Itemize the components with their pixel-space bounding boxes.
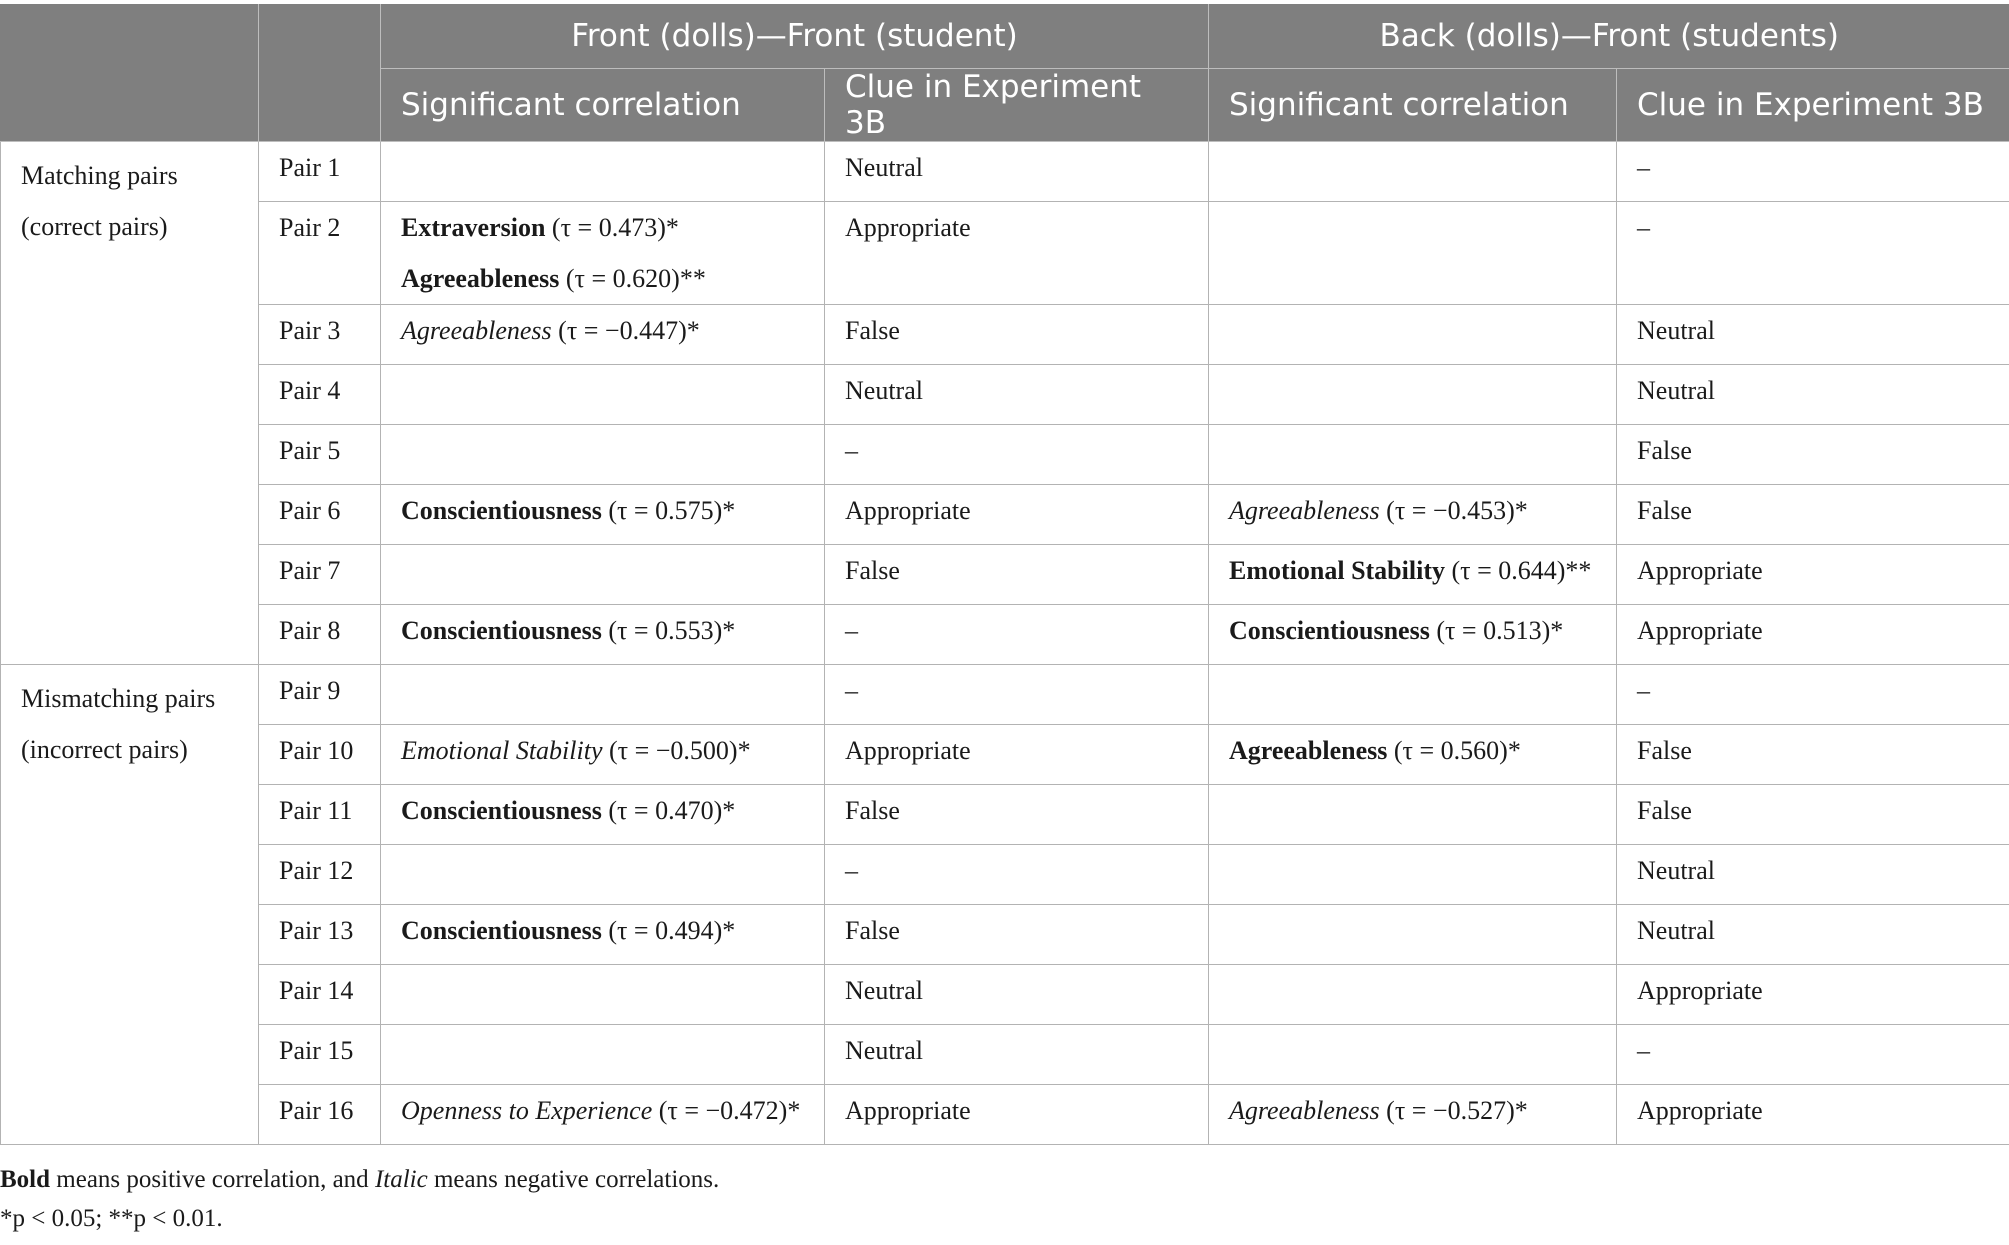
tau-value: (τ = 0.473)* <box>545 213 679 242</box>
front-clue: Neutral <box>825 365 1209 425</box>
pair-label: Pair 6 <box>259 485 381 545</box>
tau-value: (τ = 0.644)** <box>1444 556 1592 585</box>
back-significant-correlation <box>1209 1085 1617 1145</box>
trait-name: Agreeableness <box>401 264 560 293</box>
correlation-entry <box>401 725 804 776</box>
correlation-entry <box>401 785 804 836</box>
group-label <box>1 142 259 665</box>
footnote-middle: means positive correlation, and <box>50 1166 375 1193</box>
pair-label: Pair 13 <box>259 905 381 965</box>
tau-value: (τ = −0.527)* <box>1379 1096 1528 1125</box>
pair-label: Pair 16 <box>259 1085 381 1145</box>
back-clue: – <box>1617 665 2009 725</box>
group-label-line1: Matching pairs <box>21 161 178 190</box>
tau-value: (τ = −0.447)* <box>551 316 700 345</box>
table-row <box>1 1085 2009 1145</box>
front-clue: Appropriate <box>825 1085 1209 1145</box>
back-clue: Appropriate <box>1617 1085 2009 1145</box>
front-significant-correlation <box>381 605 825 665</box>
back-clue: Appropriate <box>1617 605 2009 665</box>
header-front-group: Front (dolls)—Front (student) <box>381 4 1209 69</box>
back-significant-correlation <box>1209 725 1617 785</box>
footnote-significance: *p < 0.05; **p < 0.01. <box>0 1205 223 1232</box>
back-clue: False <box>1617 785 2009 845</box>
front-significant-correlation <box>381 1025 825 1085</box>
group-label-line1: Mismatching pairs <box>21 684 216 713</box>
correlation-entry <box>1229 1085 1596 1136</box>
front-clue: Neutral <box>825 1025 1209 1085</box>
header-blank-2 <box>259 4 381 142</box>
table-body <box>1 142 2009 1145</box>
front-significant-correlation <box>381 485 825 545</box>
back-significant-correlation <box>1209 1025 1617 1085</box>
pair-label: Pair 10 <box>259 725 381 785</box>
pair-label: Pair 4 <box>259 365 381 425</box>
correlation-entry <box>1229 485 1596 536</box>
front-significant-correlation <box>381 545 825 605</box>
back-clue: – <box>1617 1025 2009 1085</box>
trait-name: Conscientiousness <box>401 796 602 825</box>
correlation-entry <box>1229 725 1596 776</box>
front-significant-correlation <box>381 1085 825 1145</box>
back-clue: – <box>1617 142 2009 202</box>
table-row <box>1 845 2009 905</box>
back-clue: False <box>1617 485 2009 545</box>
header-back-clue: Clue in Experiment 3B <box>1617 69 2009 142</box>
table-row <box>1 485 2009 545</box>
group-label <box>1 665 259 1145</box>
trait-name: Conscientiousness <box>401 916 602 945</box>
trait-name: Agreeableness <box>1229 1096 1380 1125</box>
header-back-group: Back (dolls)—Front (students) <box>1209 4 2009 69</box>
footnote-end: means negative correlations. <box>427 1166 720 1193</box>
table-row <box>1 142 2009 202</box>
tau-value: (τ = 0.494)* <box>601 916 736 945</box>
tau-value: (τ = 0.620)** <box>559 264 706 293</box>
back-significant-correlation <box>1209 605 1617 665</box>
back-significant-correlation <box>1209 365 1617 425</box>
front-clue: Neutral <box>825 142 1209 202</box>
correlation-entry <box>1229 605 1596 656</box>
back-clue: Neutral <box>1617 365 2009 425</box>
pair-label: Pair 5 <box>259 425 381 485</box>
correlation-entry <box>401 905 804 956</box>
correlation-entry <box>401 605 804 656</box>
back-clue: False <box>1617 425 2009 485</box>
pair-label: Pair 12 <box>259 845 381 905</box>
correlation-entry <box>401 485 804 536</box>
results-table-wrapper <box>0 4 2009 1145</box>
header-blank-1 <box>1 4 259 142</box>
footnote-italic-word: Italic <box>374 1166 428 1193</box>
table-row <box>1 905 2009 965</box>
back-clue: Neutral <box>1617 305 2009 365</box>
front-clue: Appropriate <box>825 202 1209 305</box>
front-clue: Appropriate <box>825 485 1209 545</box>
correlation-entry <box>401 305 804 356</box>
group-label-line2: (incorrect pairs) <box>21 735 188 764</box>
back-significant-correlation <box>1209 905 1617 965</box>
pair-label: Pair 14 <box>259 965 381 1025</box>
tau-value: (τ = 0.470)* <box>601 796 736 825</box>
front-significant-correlation <box>381 725 825 785</box>
table-row <box>1 545 2009 605</box>
pair-label: Pair 2 <box>259 202 381 305</box>
table-row <box>1 1025 2009 1085</box>
tau-value: (τ = −0.453)* <box>1379 496 1528 525</box>
front-significant-correlation <box>381 845 825 905</box>
front-clue: False <box>825 545 1209 605</box>
group-label-line2: (correct pairs) <box>21 212 168 241</box>
table-row <box>1 202 2009 305</box>
front-clue: – <box>825 845 1209 905</box>
pair-label: Pair 9 <box>259 665 381 725</box>
table-row <box>1 365 2009 425</box>
pair-label: Pair 3 <box>259 305 381 365</box>
trait-name: Agreeableness <box>401 316 552 345</box>
back-significant-correlation <box>1209 965 1617 1025</box>
front-significant-correlation <box>381 202 825 305</box>
front-significant-correlation <box>381 365 825 425</box>
front-clue: False <box>825 305 1209 365</box>
table-row <box>1 965 2009 1025</box>
trait-name: Conscientiousness <box>1229 616 1430 645</box>
front-significant-correlation <box>381 142 825 202</box>
front-significant-correlation <box>381 965 825 1025</box>
pair-label: Pair 15 <box>259 1025 381 1085</box>
tau-value: (τ = 0.553)* <box>601 616 736 645</box>
correlation-entry <box>401 202 804 253</box>
tau-value: (τ = −0.500)* <box>602 736 751 765</box>
correlation-entry <box>401 1085 804 1136</box>
trait-name: Agreeableness <box>1229 496 1380 525</box>
correlation-entry <box>401 253 804 304</box>
front-clue: – <box>825 425 1209 485</box>
back-significant-correlation <box>1209 845 1617 905</box>
header-front-sig-corr: Significant correlation <box>381 69 825 142</box>
back-significant-correlation <box>1209 785 1617 845</box>
front-significant-correlation <box>381 905 825 965</box>
table-row <box>1 605 2009 665</box>
header-row-groups <box>1 4 2009 69</box>
back-significant-correlation <box>1209 425 1617 485</box>
footnote-bold-word: Bold <box>0 1166 51 1193</box>
pair-label: Pair 7 <box>259 545 381 605</box>
table-row <box>1 785 2009 845</box>
trait-name: Agreeableness <box>1229 736 1388 765</box>
trait-name: Conscientiousness <box>401 616 602 645</box>
front-significant-correlation <box>381 665 825 725</box>
footnote-style-legend <box>0 1166 719 1194</box>
trait-name: Emotional Stability <box>401 736 603 765</box>
back-significant-correlation <box>1209 485 1617 545</box>
front-significant-correlation <box>381 305 825 365</box>
front-significant-correlation <box>381 785 825 845</box>
back-clue: Neutral <box>1617 845 2009 905</box>
tau-value: (τ = 0.513)* <box>1429 616 1564 645</box>
back-significant-correlation <box>1209 545 1617 605</box>
pair-label: Pair 8 <box>259 605 381 665</box>
back-significant-correlation <box>1209 202 1617 305</box>
trait-name: Openness to Experience <box>401 1096 653 1125</box>
back-significant-correlation <box>1209 305 1617 365</box>
correlation-entry <box>1229 545 1596 596</box>
trait-name: Extraversion <box>401 213 546 242</box>
tau-value: (τ = −0.472)* <box>652 1096 801 1125</box>
front-clue: Appropriate <box>825 725 1209 785</box>
back-significant-correlation <box>1209 142 1617 202</box>
table-row <box>1 425 2009 485</box>
back-clue: False <box>1617 725 2009 785</box>
front-clue: False <box>825 905 1209 965</box>
front-significant-correlation <box>381 425 825 485</box>
table-row <box>1 305 2009 365</box>
front-clue: – <box>825 665 1209 725</box>
header-back-sig-corr: Significant correlation <box>1209 69 1617 142</box>
back-significant-correlation <box>1209 665 1617 725</box>
trait-name: Emotional Stability <box>1229 556 1445 585</box>
tau-value: (τ = 0.575)* <box>601 496 736 525</box>
tau-value: (τ = 0.560)* <box>1387 736 1521 765</box>
pair-label: Pair 1 <box>259 142 381 202</box>
correlation-table <box>0 4 2009 1145</box>
trait-name: Conscientiousness <box>401 496 602 525</box>
table-row <box>1 665 2009 725</box>
front-clue: – <box>825 605 1209 665</box>
header-front-clue: Clue in Experiment 3B <box>825 69 1209 142</box>
back-clue: Appropriate <box>1617 965 2009 1025</box>
table-row <box>1 725 2009 785</box>
back-clue: Appropriate <box>1617 545 2009 605</box>
front-clue: Neutral <box>825 965 1209 1025</box>
front-clue: False <box>825 785 1209 845</box>
back-clue: Neutral <box>1617 905 2009 965</box>
back-clue: – <box>1617 202 2009 305</box>
pair-label: Pair 11 <box>259 785 381 845</box>
